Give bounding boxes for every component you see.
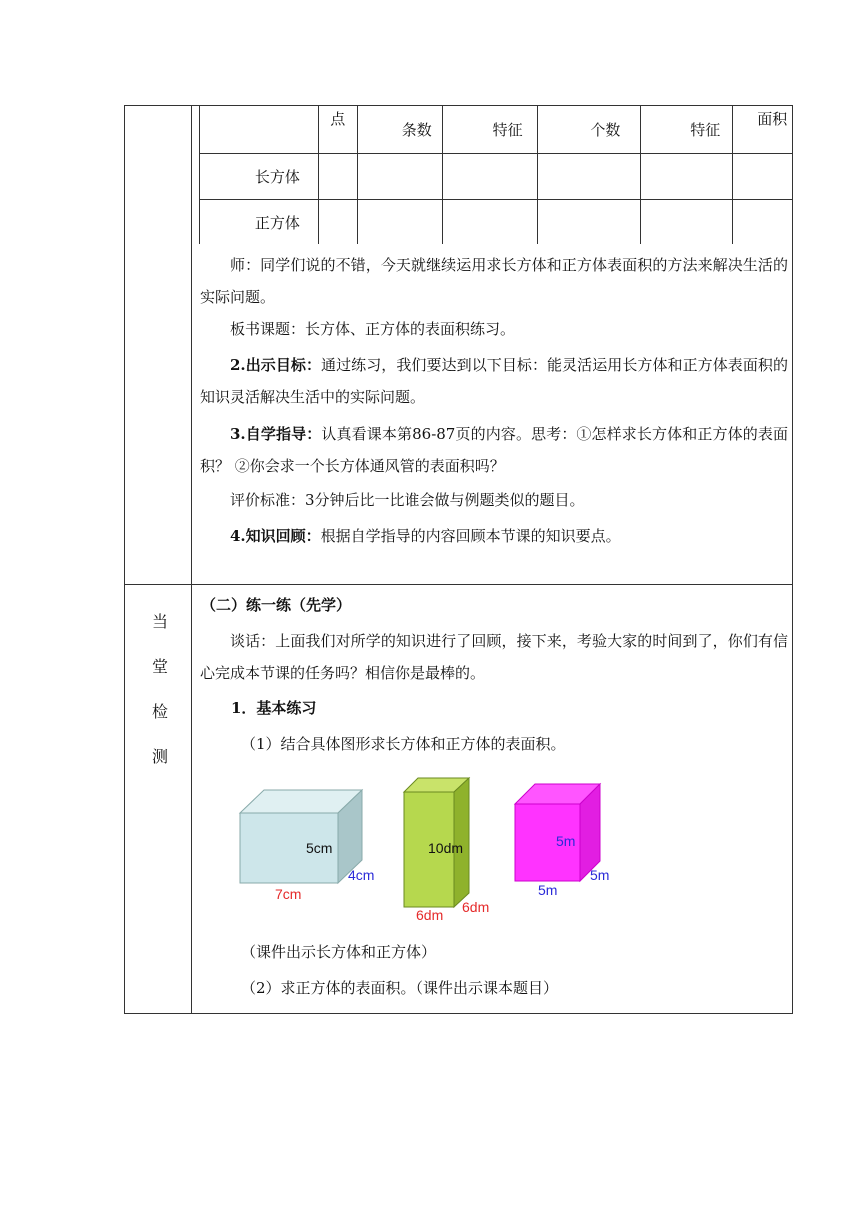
review-paragraph (200, 520, 788, 552)
cuboid-7-4-5 (240, 790, 374, 902)
self-study-label: 3.自学指导： (230, 425, 322, 443)
practice-talk: 谈话：上面我们对所学的知识进行了回顾，接下来，考验大家的时间到了，你们有信心完成本节课的任务吗？相信你是最棒的。 (200, 632, 788, 682)
evaluation-standard: 评价标准：3分钟后比一比谁会做与例题类似的题目。 (230, 491, 585, 509)
feature-table (199, 105, 793, 244)
cuboid-6-6-10 (404, 778, 489, 923)
table-header-cell: 条数 (357, 106, 442, 154)
table-row (200, 154, 793, 200)
board-title: 板书课题：长方体、正方体的表面积练习。 (230, 320, 516, 338)
cube-5 (515, 784, 609, 898)
review-text: 根据自学指导的内容回顾本节课的知识要点。 (320, 527, 621, 545)
table-header-cell: 特征 (641, 106, 733, 154)
table-header-row (200, 106, 793, 154)
review-label: 4.知识回顾： (230, 527, 321, 545)
side-label-char: 检 (151, 702, 168, 721)
cuboid2-height-label: 10dm (428, 840, 464, 856)
cuboid1-depth-label: 4cm (348, 867, 375, 883)
objective-text: 通过练习，我们要达到以下目标：能灵活运用长方体和正方体表面积的知识灵活解决生活中的实际问题。 (200, 356, 788, 406)
self-study-text: 认真看课本第86-87页的内容。思考：①怎样求长方体和正方体的表面积？ ②你会求一个长方体通风管的表面积吗？ (200, 425, 788, 475)
table-header-cell (200, 106, 319, 154)
cuboid2-length-label: 6dm (416, 907, 444, 923)
objective-label: 2.出示目标： (230, 356, 322, 374)
cube-height-label: 5m (556, 833, 576, 849)
side-label-char: 测 (151, 747, 168, 766)
cuboid1-length-label: 7cm (275, 886, 302, 902)
figure-caption: （课件出示长方体和正方体） (241, 943, 437, 961)
self-study-paragraph (200, 418, 788, 482)
cube-depth-label: 5m (590, 867, 610, 883)
solid-figures (220, 770, 640, 930)
question-1: （1）结合具体图形求长方体和正方体的表面积。 (241, 735, 566, 753)
cuboid1-height-label: 5cm (306, 840, 333, 856)
row-label: 正方体 (200, 200, 319, 245)
objective-paragraph (200, 349, 788, 413)
teacher-remark: 师：同学们说的不错，今天就继续运用求长方体和正方体表面积的方法来解决生活的实际问题。 (200, 256, 788, 306)
basic-practice-heading: 1．基本练习 (231, 699, 317, 717)
column-divider (191, 105, 192, 1014)
table-header-cell: 点 (318, 106, 357, 154)
question-2: （2）求正方体的表面积。（课件出示课本题目） (241, 979, 559, 997)
table-header-cell: 个数 (537, 106, 641, 154)
table-header-cell: 面积 (733, 106, 793, 154)
row-label: 长方体 (200, 154, 319, 200)
side-label-char: 堂 (151, 657, 168, 676)
table-row (200, 200, 793, 245)
table-header-cell: 特征 (442, 106, 537, 154)
practice-heading: （二）练一练（先学） (201, 596, 352, 614)
row-divider (124, 584, 793, 585)
cuboid2-depth-label: 6dm (462, 899, 490, 915)
cube-length-label: 5m (538, 882, 558, 898)
side-label-char: 当 (151, 612, 168, 631)
